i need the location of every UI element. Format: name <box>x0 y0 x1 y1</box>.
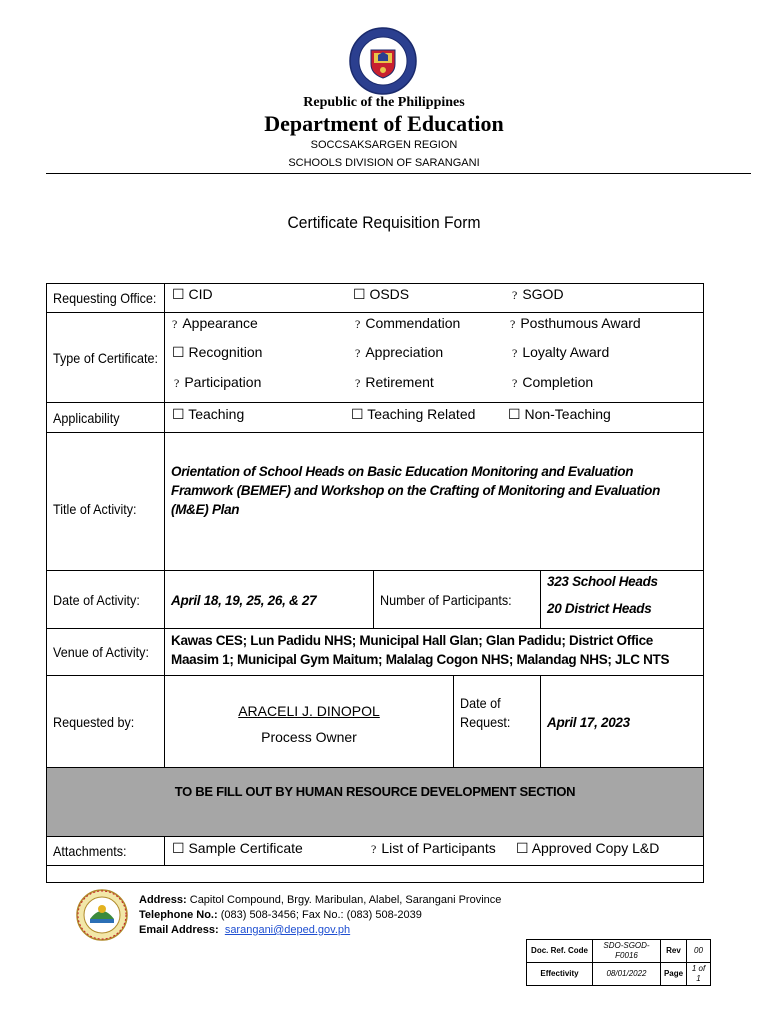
requester-position: Process Owner <box>261 728 357 745</box>
cert-option-appearance[interactable]: ? Appearance <box>172 315 258 331</box>
applicability-option-teaching[interactable]: ☐ Teaching <box>172 406 245 422</box>
attachments-label: Attachments: <box>47 837 165 866</box>
division-heading: SCHOOLS DIVISION OF SARANGANI <box>288 157 480 169</box>
certificate-type-row <box>47 313 704 403</box>
republic-heading: Republic of the Philippines <box>303 95 465 110</box>
venue-value: Kawas CES; Lun Padidu NHS; Municipal Hall Glan; Glan Padidu; District Office Maasim 1; Municipal Gym Maitum; Malalag Cogon NHS; Malandag NHS; JLC NTS <box>171 633 670 667</box>
applicability-option-non-teaching[interactable]: ☐ Non-Teaching <box>508 406 611 422</box>
cert-option-retirement[interactable]: ? Retirement <box>355 374 434 390</box>
effectivity-label: Effectivity <box>527 963 593 986</box>
deped-seal-logo <box>348 26 418 96</box>
header-divider <box>46 173 751 174</box>
activity-title-value: Orientation of School Heads on Basic Education Monitoring and Evaluation Framwork (BEMEF) and Workshop on the Crafting of Monitoring and Evaluation (M&E) Plan <box>171 464 661 517</box>
office-option-cid[interactable]: ☐ CID <box>172 286 213 302</box>
certificate-type-label: Type of Certificate: <box>47 313 165 403</box>
department-heading: Department of Education <box>264 111 504 136</box>
applicability-label: Applicability <box>47 403 165 433</box>
requesting-office-label: Requesting Office: <box>47 284 165 313</box>
attachments-row <box>47 837 704 866</box>
participants-school-heads: 323 School Heads <box>547 574 658 589</box>
cert-option-recognition[interactable]: ☐ Recognition <box>172 344 263 360</box>
office-option-osds[interactable]: ☐ OSDS <box>353 286 410 302</box>
page-value: 1 of 1 <box>687 963 711 986</box>
cert-option-posthumous-award[interactable]: ? Posthumous Award <box>510 315 641 331</box>
activity-date-label: Date of Activity: <box>47 571 165 629</box>
attachment-option-approved-copy[interactable]: ☐ Approved Copy L&D <box>516 840 660 856</box>
activity-date-row <box>47 571 704 629</box>
requested-by-row <box>47 676 704 768</box>
activity-date-value: April 18, 19, 25, 26, & 27 <box>171 592 317 608</box>
rev-label: Rev <box>661 940 687 963</box>
activity-title-label: Title of Activity: <box>47 433 165 571</box>
cert-option-loyalty-award[interactable]: ? Loyalty Award <box>512 344 610 360</box>
venue-row <box>47 629 704 676</box>
requester-name: ARACELI J. DINOPOL <box>238 702 380 719</box>
office-option-sgod[interactable]: ? SGOD <box>512 286 564 302</box>
doc-code-value: SDO-SGOD-F0016 <box>593 940 661 963</box>
sdo-sarangani-seal-logo <box>76 889 128 941</box>
date-of-request-value: April 17, 2023 <box>547 714 630 730</box>
cert-option-participation[interactable]: ? Participation <box>174 374 262 390</box>
form-title: Certificate Requisition Form <box>287 213 481 232</box>
doc-code-label: Doc. Ref. Code <box>527 940 593 963</box>
date-of-request-label: Date of Request: <box>460 695 511 730</box>
hr-banner-text: TO BE FILL OUT BY HUMAN RESOURCE DEVELOPMENT SECTION <box>174 784 576 799</box>
cert-option-commendation[interactable]: ? Commendation <box>355 315 461 331</box>
attachment-option-list-of-participants[interactable]: ? List of Participants <box>371 840 496 856</box>
effectivity-value: 08/01/2022 <box>593 963 661 986</box>
rev-value: 00 <box>687 940 711 963</box>
requisition-form-table <box>46 283 704 883</box>
footer-address: Address: Capitol Compound, Brgy. Maribulan, Alabel, Sarangani Province <box>139 894 502 906</box>
region-heading: SOCCSAKSARGEN REGION <box>310 139 458 151</box>
blank-row <box>47 866 704 883</box>
venue-label: Venue of Activity: <box>47 629 165 676</box>
footer-email: Email Address: sarangani@deped.gov.ph <box>139 924 351 936</box>
cert-option-completion[interactable]: ? Completion <box>512 374 594 390</box>
requesting-office-row <box>47 284 704 313</box>
email-link[interactable]: sarangani@deped.gov.ph <box>224 924 351 936</box>
participants-label: Number of Participants: <box>380 591 512 608</box>
applicability-row <box>47 403 704 433</box>
participants-district-heads: 20 District Heads <box>547 601 652 616</box>
requested-by-label: Requested by: <box>47 676 165 768</box>
footer-phone: Telephone No.: (083) 508-3456; Fax No.: (083) 508-2039 <box>139 909 422 921</box>
cert-option-appreciation[interactable]: ? Appreciation <box>355 344 444 360</box>
activity-title-row <box>47 433 704 571</box>
attachment-option-sample-certificate[interactable]: ☐ Sample Certificate <box>172 840 303 856</box>
page-label: Page <box>661 963 687 986</box>
document-reference-table <box>526 939 711 986</box>
applicability-option-teaching-related[interactable]: ☐ Teaching Related <box>351 406 476 422</box>
hr-section-banner <box>47 768 704 837</box>
